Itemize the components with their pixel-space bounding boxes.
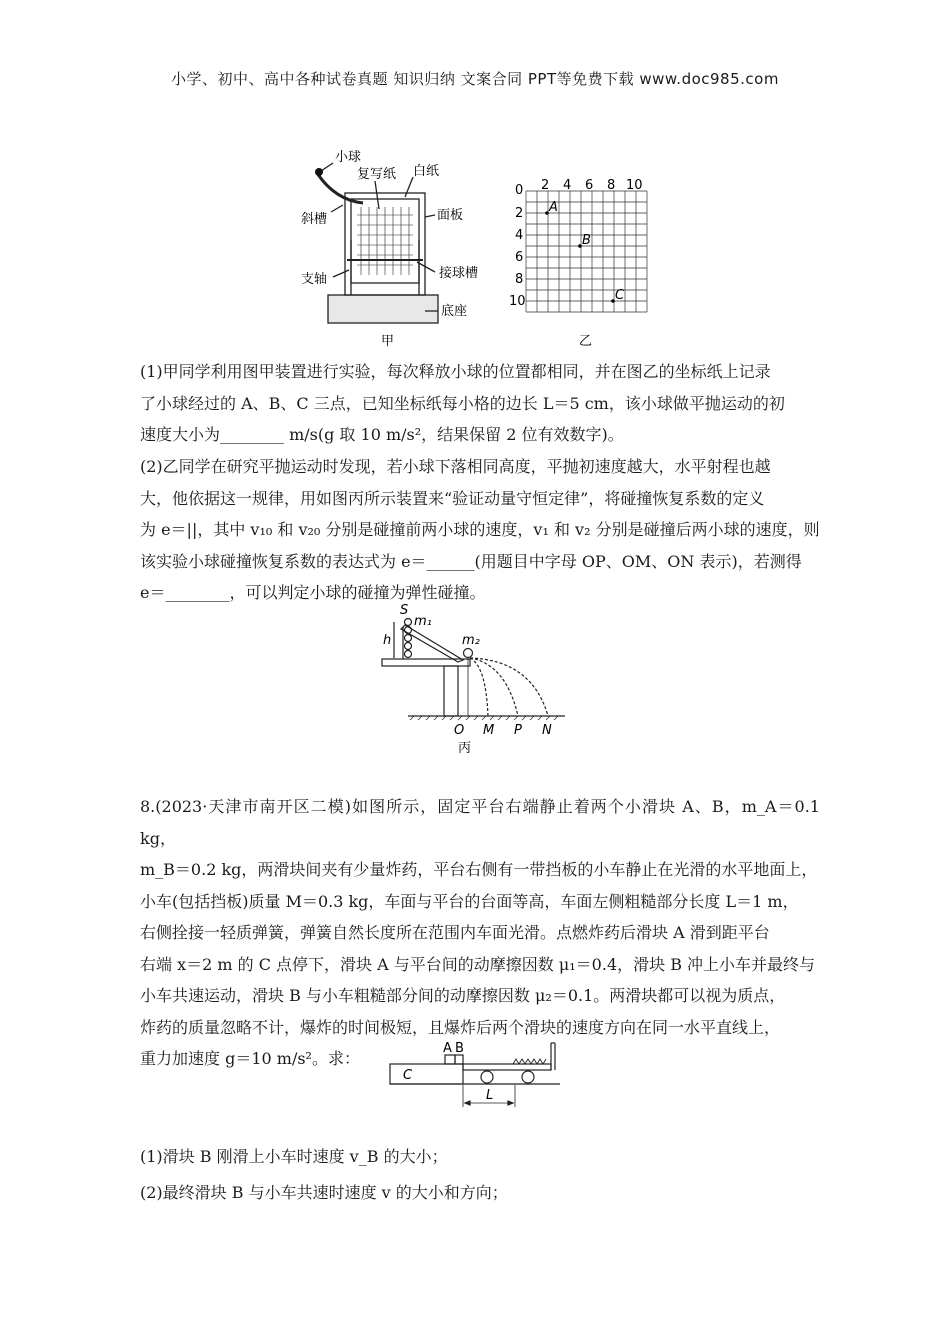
figure-bing-apparatus xyxy=(370,600,580,760)
question-8 xyxy=(140,791,820,1075)
sub-question-1: (1)滑块 B 刚滑上小车时速度 v_B 的大小； xyxy=(140,1147,448,1166)
q2-line-5: e＝________，可以判定小球的碰撞为弹性碰撞。 xyxy=(140,583,486,602)
q1-line-2: 了小球经过的 A、B、C 三点，已知坐标纸每小格的边长 L＝5 cm，该小球做平抛运动的初 xyxy=(140,393,785,413)
label-point-a: A xyxy=(549,200,558,215)
figure-cart xyxy=(385,1035,565,1115)
caption-yi: 乙 xyxy=(579,334,593,349)
label-white-paper: 白纸 xyxy=(413,164,440,179)
caption-bing: 丙 xyxy=(458,741,472,756)
label-chute: 斜槽 xyxy=(301,212,328,227)
question-1 xyxy=(140,356,820,451)
question-2 xyxy=(140,451,820,609)
label-m1: m₁ xyxy=(414,614,432,629)
q1-line-3: 速度大小为________ m/s(g 取 10 m/s²，结果保留 2 位有效数字)。 xyxy=(140,425,624,444)
sub-question-2: (2)最终滑块 B 与小车共速时速度 v 的大小和方向； xyxy=(140,1182,508,1202)
q2-line-1: (2)乙同学在研究平抛运动时发现，若小球下落相同高度，平抛初速度越大，水平射程也越 xyxy=(140,457,771,476)
label-base: 底座 xyxy=(441,304,468,319)
q8-line-2: m_B＝0.2 kg，两滑块间夹有少量炸药，平台右侧有一带挡板的小车静止在光滑的水平地面上， xyxy=(140,860,818,879)
tick-left-8: 8 xyxy=(515,272,524,287)
q8-line-8: 重力加速度 g＝10 m/s²。求： xyxy=(140,1049,360,1068)
label-b: B xyxy=(455,1041,464,1056)
tick-left-6: 6 xyxy=(515,250,524,265)
label-l: L xyxy=(486,1088,494,1103)
label-c: C xyxy=(403,1068,413,1083)
tick-left-0: 0 xyxy=(515,183,524,198)
q8-line-5: 右端 x＝2 m 的 C 点停下，滑块 A 与平台间的动摩擦因数 μ₁＝0.4，滑块 B 冲上小车并最终与 xyxy=(140,954,816,974)
q8-line-3: 小车(包括挡板)质量 M＝0.3 kg，车面与平台的台面等高，车面左侧粗糙部分长度 L＝1 m， xyxy=(140,891,799,911)
ball-icon xyxy=(315,168,323,176)
page-header: 小学、初中、高中各种试卷真题 知识归纳 文案合同 PPT等免费下载 www.doc985.com xyxy=(171,70,779,88)
label-n: N xyxy=(542,723,552,738)
q8-line-4: 右侧拴接一轻质弹簧，弹簧自然长度所在范围内车面光滑。点燃炸药后滑块 A 滑到距平台 xyxy=(140,923,770,942)
label-o: O xyxy=(454,723,465,738)
label-h: h xyxy=(383,633,392,648)
q1-line-1: (1)甲同学利用图甲装置进行实验，每次释放小球的位置都相同，并在图乙的坐标纸上记录 xyxy=(140,362,771,381)
q8-line-1: 8.(2023·天津市南开区二模)如图所示，固定平台右端静止着两个小滑块 A、B，m_A＝0.1 kg， xyxy=(140,797,820,848)
caption-jia: 甲 xyxy=(381,334,395,349)
q8-line-6: 小车共速运动，滑块 B 与小车粗糙部分间的动摩擦因数 μ₂＝0.1。两滑块都可以视为质点， xyxy=(140,986,786,1005)
tick-top-2: 2 xyxy=(541,178,550,193)
q2-line-2: 大，他依据这一规律，用如图丙所示装置来“验证动量守恒定律”，将碰撞恢复系数的定义 xyxy=(140,488,765,508)
label-m2: m₂ xyxy=(462,633,480,648)
label-p: P xyxy=(514,723,522,738)
sub-questions xyxy=(140,1141,820,1208)
label-catcher: 接球槽 xyxy=(439,266,479,281)
label-panel: 面板 xyxy=(437,208,464,223)
tick-left-2: 2 xyxy=(515,206,524,221)
tick-top-8: 8 xyxy=(607,178,616,193)
figure-jia-apparatus xyxy=(295,145,485,350)
label-carbon-paper: 复写纸 xyxy=(357,167,397,182)
label-s: S xyxy=(400,603,409,618)
q2-line-3: 为 e＝||，其中 v₁₀ 和 v₂₀ 分别是碰撞前两小球的速度，v₁ 和 v₂ 分别是碰撞后两小球的速度，则 xyxy=(140,520,820,539)
figure-yi-grid xyxy=(505,175,650,350)
q8-line-7: 炸药的质量忽略不计，爆炸的时间极短，且爆炸后两个滑块的速度方向在同一水平直线上， xyxy=(140,1017,781,1037)
label-point-b: B xyxy=(582,233,591,248)
label-ball: 小球 xyxy=(335,150,362,165)
tick-left-10: 10 xyxy=(509,294,526,309)
q2-line-4: 该实验小球碰撞恢复系数的表达式为 e＝______(用题目中字母 OP、OM、ON 表示)，若测得 xyxy=(140,551,802,571)
tick-top-6: 6 xyxy=(585,178,594,193)
label-axis: 支轴 xyxy=(301,272,328,287)
label-m: M xyxy=(483,723,495,738)
tick-top-10: 10 xyxy=(626,178,643,193)
tick-left-4: 4 xyxy=(515,228,524,243)
label-point-c: C xyxy=(615,288,625,303)
tick-top-4: 4 xyxy=(563,178,572,193)
label-a: A xyxy=(443,1041,452,1056)
